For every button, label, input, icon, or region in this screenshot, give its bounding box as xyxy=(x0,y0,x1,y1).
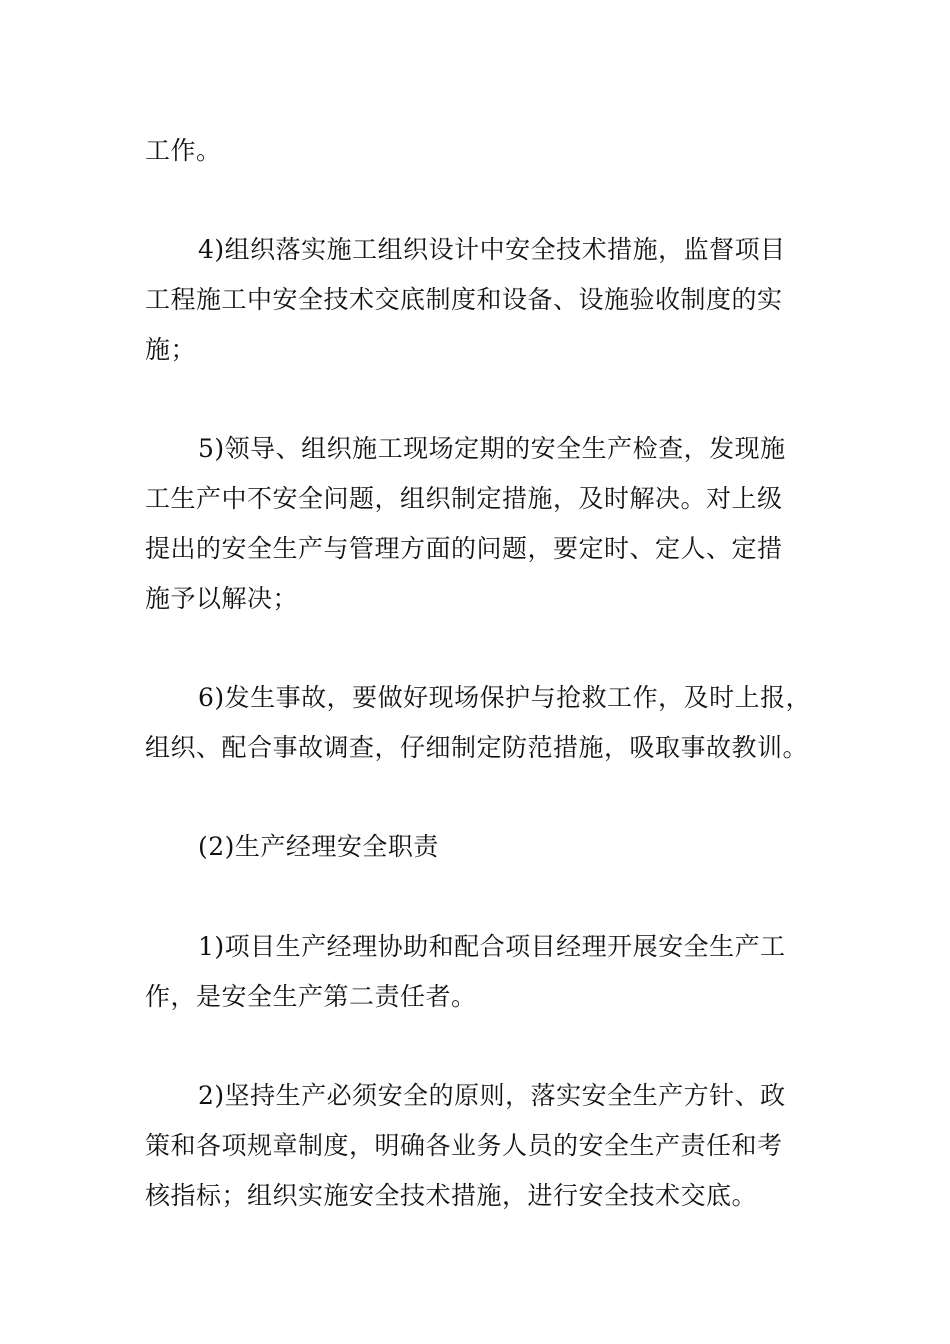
text-line: 组织、配合事故调查，仔细制定防范措施，吸取事故教训。 xyxy=(145,733,809,762)
text-line: 核指标；组织实施安全技术措施，进行安全技术交底。 xyxy=(145,1181,758,1210)
text-line: 工生产中不安全问题，组织制定措施，及时解决。对上级 xyxy=(145,484,783,513)
text-line: 策和各项规章制度，明确各业务人员的安全生产责任和考 xyxy=(145,1131,783,1160)
text-line: 5)领导、组织施工现场定期的安全生产检查，发现施 xyxy=(198,434,786,463)
text-line: 6)发生事故，要做好现场保护与抢救工作，及时上报， xyxy=(198,683,812,712)
text-line: 施予以解决； xyxy=(145,584,299,613)
text-line: 工程施工中安全技术交底制度和设备、设施验收制度的实 xyxy=(145,285,783,314)
text-line: 施； xyxy=(145,335,197,364)
text-line: 作，是安全生产第二责任者。 xyxy=(145,982,477,1011)
text-line: 2)坚持生产必须安全的原则，落实安全生产方针、政 xyxy=(198,1081,786,1110)
text-line: 工作。 xyxy=(145,136,222,165)
text-line: 提出的安全生产与管理方面的问题，要定时、定人、定措 xyxy=(145,534,783,563)
section-heading: (2)生产经理安全职责 xyxy=(198,832,439,861)
text-line: 4)组织落实施工组织设计中安全技术措施，监督项目 xyxy=(198,235,786,264)
text-line: 1)项目生产经理协助和配合项目经理开展安全生产工 xyxy=(198,932,786,961)
